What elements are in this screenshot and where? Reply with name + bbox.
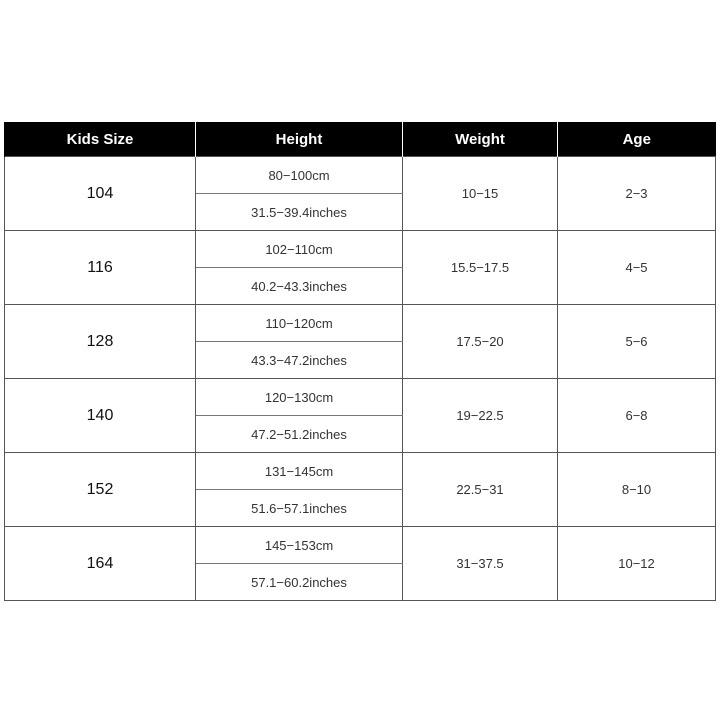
table-row bbox=[5, 305, 716, 342]
weight-cell: 17.5−20 bbox=[403, 305, 558, 379]
table-row bbox=[5, 453, 716, 490]
weight-cell: 19−22.5 bbox=[403, 379, 558, 453]
height-cm-cell: 131−145cm bbox=[196, 453, 403, 490]
size-cell: 140 bbox=[5, 379, 196, 453]
age-cell: 6−8 bbox=[558, 379, 716, 453]
weight-cell: 15.5−17.5 bbox=[403, 231, 558, 305]
height-inches-cell: 57.1−60.2inches bbox=[196, 564, 403, 601]
age-cell: 2−3 bbox=[558, 157, 716, 231]
weight-cell: 10−15 bbox=[403, 157, 558, 231]
table-header-row bbox=[5, 122, 716, 157]
height-cm-cell: 102−110cm bbox=[196, 231, 403, 268]
height-inches-cell: 43.3−47.2inches bbox=[196, 342, 403, 379]
height-inches-cell: 31.5−39.4inches bbox=[196, 194, 403, 231]
size-chart-table bbox=[4, 122, 716, 601]
table-row bbox=[5, 231, 716, 268]
weight-cell: 31−37.5 bbox=[403, 527, 558, 601]
age-cell: 8−10 bbox=[558, 453, 716, 527]
header-weight: Weight bbox=[403, 122, 558, 157]
size-cell: 128 bbox=[5, 305, 196, 379]
age-cell: 10−12 bbox=[558, 527, 716, 601]
height-inches-cell: 47.2−51.2inches bbox=[196, 416, 403, 453]
table-row bbox=[5, 379, 716, 416]
height-cm-cell: 80−100cm bbox=[196, 157, 403, 194]
age-cell: 4−5 bbox=[558, 231, 716, 305]
age-cell: 5−6 bbox=[558, 305, 716, 379]
size-cell: 116 bbox=[5, 231, 196, 305]
height-cm-cell: 120−130cm bbox=[196, 379, 403, 416]
weight-cell: 22.5−31 bbox=[403, 453, 558, 527]
table-row bbox=[5, 527, 716, 564]
size-cell: 104 bbox=[5, 157, 196, 231]
height-cm-cell: 110−120cm bbox=[196, 305, 403, 342]
header-height: Height bbox=[196, 122, 403, 157]
header-kids-size: Kids Size bbox=[5, 122, 196, 157]
size-cell: 152 bbox=[5, 453, 196, 527]
table-row bbox=[5, 157, 716, 194]
header-age: Age bbox=[558, 122, 716, 157]
height-cm-cell: 145−153cm bbox=[196, 527, 403, 564]
size-cell: 164 bbox=[5, 527, 196, 601]
height-inches-cell: 51.6−57.1inches bbox=[196, 490, 403, 527]
height-inches-cell: 40.2−43.3inches bbox=[196, 268, 403, 305]
